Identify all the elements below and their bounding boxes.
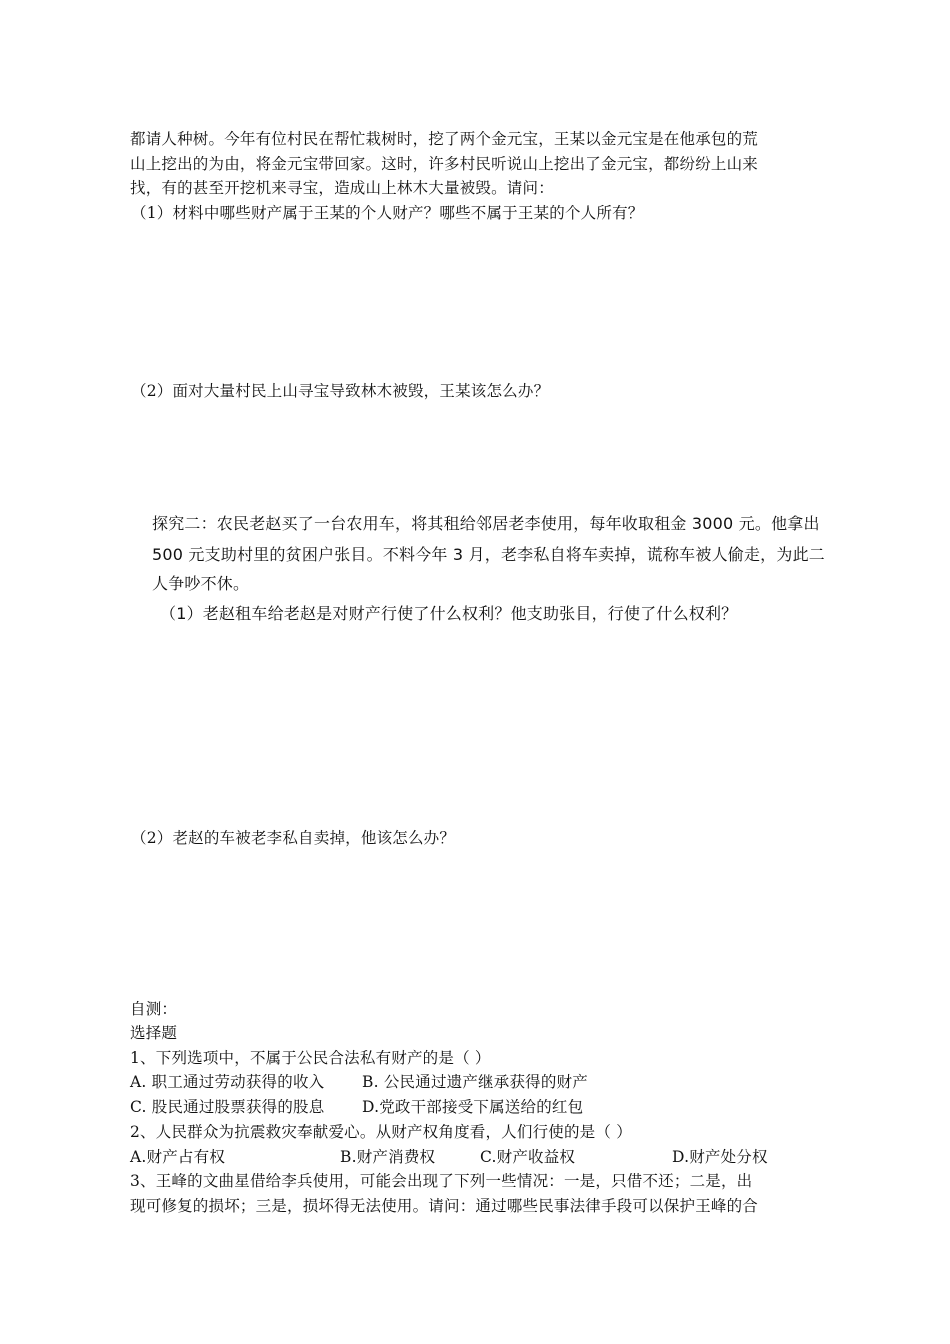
- q1-option-b: B. 公民通过遗产继承获得的财产: [362, 1073, 588, 1091]
- material-line-2: 山上挖出的为由，将金元宝带回家。这时，许多村民听说山上挖出了金元宝，都纷纷上山来: [130, 155, 759, 173]
- material-question-2: （2）面对大量村民上山寻宝导致林木被毁，王某该怎么办？: [131, 382, 550, 400]
- explore2-line-1: 探究二：农民老赵买了一台农用车，将其租给邻居老李使用，每年收取租金 3000 元。他拿出: [152, 514, 820, 533]
- explore2-question-2: （2）老赵的车被老李私自卖掉，他该怎么办？: [131, 829, 456, 847]
- material-line-1: 都请人种树。今年有位村民在帮忙栽树时，挖了两个金元宝，王某以金元宝是在他承包的荒: [130, 130, 759, 148]
- selftest-question-3-line-2: 现可修复的损坏；三是，损坏得无法使用。请问：通过哪些民事法律手段可以保护王峰的合: [130, 1197, 759, 1215]
- q1-option-a: A. 职工通过劳动获得的收入: [130, 1073, 325, 1091]
- material-line-3: 找，有的甚至开挖机来寻宝，造成山上林木大量被毁。请问：: [130, 179, 554, 197]
- q1-option-c: C. 股民通过股票获得的股息: [130, 1098, 325, 1116]
- q1-option-d: D.党政干部接受下属送给的红包: [362, 1098, 584, 1116]
- q2-option-b: B.财产消费权: [340, 1148, 436, 1166]
- explore2-line-2: 500 元支助村里的贫困户张目。不料今年 3 月，老李私自将车卖掉，谎称车被人偷走，为此二: [152, 545, 825, 564]
- explore2-question-1: （1）老赵租车给老赵是对财产行使了什么权利？他支助张目，行使了什么权利？: [160, 604, 738, 623]
- q2-option-d: D.财产处分权: [672, 1148, 768, 1166]
- selftest-question-2: 2、人民群众为抗震救灾奉献爱心。从财产权角度看，人们行使的是（ ）: [130, 1123, 632, 1141]
- selftest-question-3-line-1: 3、王峰的文曲星借给李兵使用，可能会出现了下列一些情况：一是，只借不还；二是，出: [130, 1172, 753, 1190]
- selftest-subtitle: 选择题: [130, 1024, 178, 1042]
- selftest-question-1: 1、下列选项中，不属于公民合法私有财产的是（ ）: [130, 1049, 491, 1067]
- selftest-title: 自测：: [130, 1000, 178, 1018]
- q2-option-a: A.财产占有权: [130, 1148, 226, 1166]
- explore2-line-3: 人争吵不休。: [152, 574, 250, 593]
- q2-option-c: C.财产收益权: [480, 1148, 576, 1166]
- material-question-1: （1）材料中哪些财产属于王某的个人财产？哪些不属于王某的个人所有？: [131, 204, 644, 222]
